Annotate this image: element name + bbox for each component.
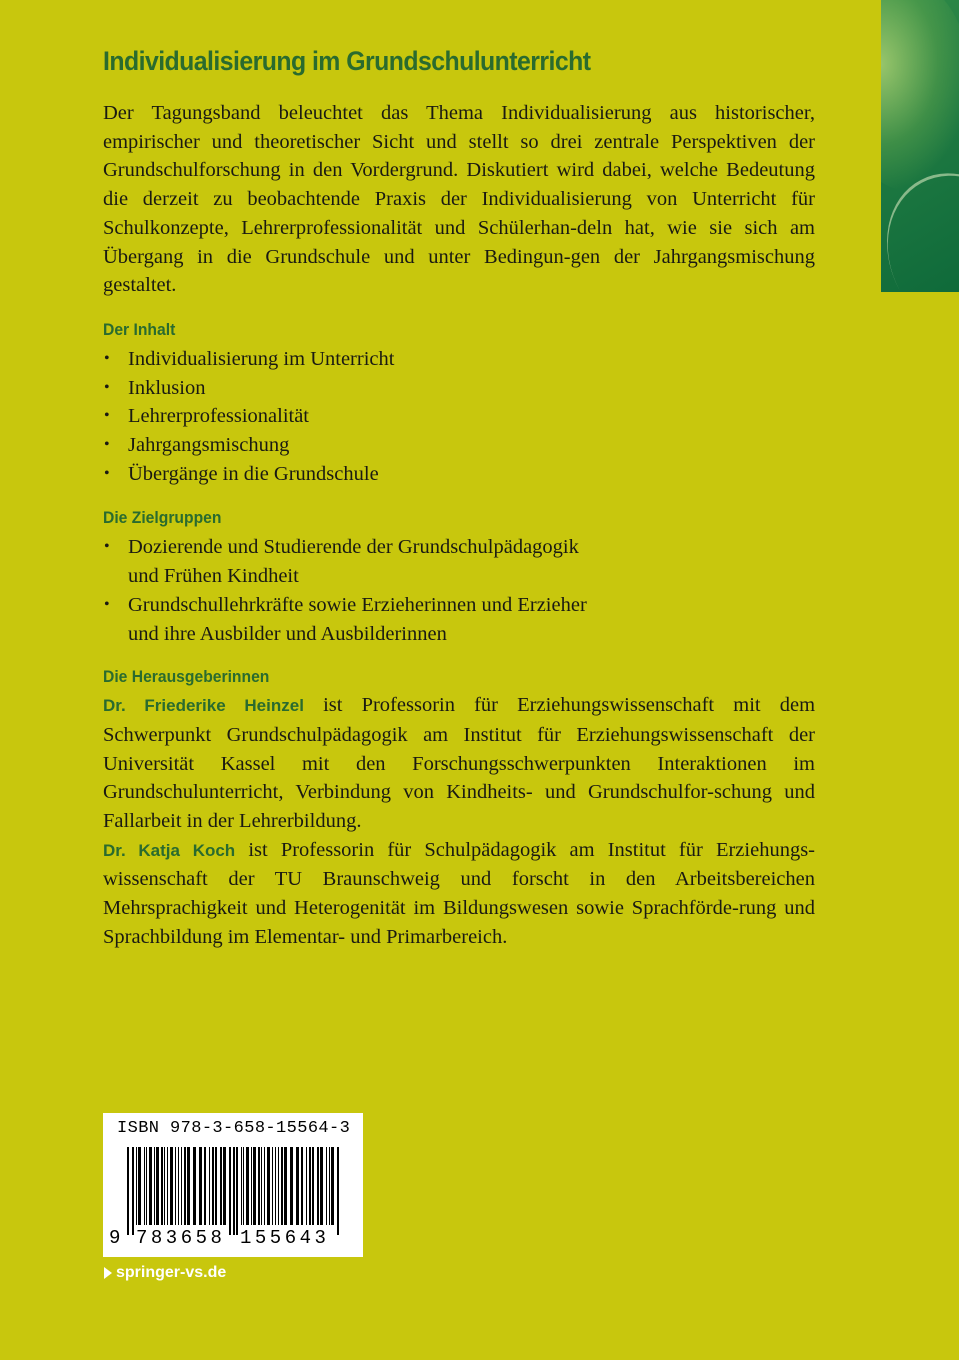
intro-line: von Unterricht für Schulkonzepte, Lehrerprofessionalität und Schülerhan- (103, 188, 815, 239)
bullet-dot: • (104, 538, 110, 556)
list-item: • Jahrgangsmischung (103, 431, 815, 460)
barcode-bar (215, 1147, 217, 1225)
bullet-dot: • (104, 464, 110, 482)
isbn-label: ISBN 978-3-658-15564-3 (117, 1119, 351, 1138)
barcode-bar (264, 1147, 265, 1225)
list-item: • Lehrerprofessionalität (103, 402, 815, 431)
barcode-bar (154, 1147, 155, 1225)
inhalt-heading: Der Inhalt (103, 320, 176, 339)
book-title: Individualisierung im Grundschulunterricht (103, 46, 591, 76)
barcode-bar (164, 1147, 165, 1225)
barcode-bar (236, 1147, 238, 1235)
intro-line: Der Tagungsband beleuchtet das Thema Individualisierung aus historischer, (103, 102, 815, 124)
barcode-bar (156, 1147, 159, 1225)
barcode-bar (204, 1147, 206, 1225)
inhalt-list (103, 345, 815, 489)
barcode-bar (278, 1147, 279, 1225)
zielgruppen-list (103, 533, 815, 648)
bullet-dot: • (104, 349, 110, 367)
barcode-bar (175, 1147, 176, 1225)
website-text: springer-vs.de (116, 1264, 227, 1281)
barcode-bar (233, 1147, 235, 1235)
website-link[interactable] (104, 1264, 226, 1282)
barcode-bar (149, 1147, 152, 1225)
barcode-bar (267, 1147, 270, 1225)
barcode-bar (331, 1147, 334, 1225)
barcode-bar (317, 1147, 319, 1225)
barcode-digits-left: 783658 (136, 1227, 226, 1249)
bullet-dot: • (104, 407, 110, 425)
list-item: • Individualisierung im Unterricht (103, 345, 815, 374)
barcode-bar (253, 1147, 256, 1225)
intro-line: der Grundschulforschung in den Vordergrund. Diskutiert wird dabei, (103, 130, 816, 182)
barcode-bar (246, 1147, 249, 1225)
barcode-bar (251, 1147, 252, 1225)
barcode-digits-right: 155643 (240, 1227, 330, 1249)
barcode-bar (187, 1147, 190, 1225)
intro-paragraph (103, 99, 815, 300)
decorative-corner-strip (881, 0, 959, 292)
barcode-bar (136, 1147, 137, 1225)
barcode-bar (309, 1147, 311, 1225)
barcode-bar (329, 1147, 330, 1225)
barcode-bar (184, 1147, 186, 1225)
author-bio: Dr. Katja Koch ist Professorin für Schulpädagogik am Institut für Erziehungs-wissenschaft der TU Braunschweig und forscht in den Arbeitsbereichen Mehrsprachigkeit und Heterogenität im Bildungswesen sowie Sprachförde-rung und Sprachbildung im Elementar- und Primarbereich. (103, 838, 816, 948)
barcode-bar (212, 1147, 214, 1225)
barcode-bar (258, 1147, 260, 1225)
barcode-digit-first: 9 (109, 1227, 121, 1249)
barcode-bar (296, 1147, 299, 1225)
barcode-bar (284, 1147, 287, 1225)
author-bio: Dr. Friederike Heinzel ist Professorin für Erziehungswissenschaft mit dem Schwerpunkt Grundschulpädagogik am Institut für Erziehungswissenschaft der Universität Kassel mit den Forschungsschwerpunkten Interaktionen im Grundschulunterricht, Verbindung von Kindheits- und Grundschulfor-schung und Fallarbeit in der Lehrerbildung. (103, 694, 816, 833)
author-name: Dr. Katja Koch (103, 840, 236, 860)
isbn-barcode (103, 1113, 363, 1257)
barcode-bars (127, 1147, 339, 1235)
barcode-bar (290, 1147, 293, 1225)
barcode-bar (138, 1147, 141, 1225)
corner-sheen (881, 0, 959, 190)
barcode-bar (275, 1147, 276, 1225)
zielgruppen-heading: Die Zielgruppen (103, 509, 222, 528)
barcode-bar (144, 1147, 145, 1225)
barcode-bar (301, 1147, 303, 1225)
barcode-bar (209, 1147, 210, 1225)
list-item: • Dozierende und Studierende der Grundschulpädagogik und Frühen Kindheit (103, 533, 815, 590)
barcode-bar (223, 1147, 226, 1225)
barcode-bar (178, 1147, 179, 1225)
barcode-bar (181, 1147, 182, 1225)
barcode-bar (337, 1147, 339, 1235)
list-item: • Übergänge in die Grundschule (103, 460, 815, 489)
barcode-bar (161, 1147, 163, 1225)
play-arrow-icon (104, 1267, 112, 1279)
list-item: • Inklusion (103, 374, 815, 403)
intro-line: deln hat, wie sie sich am Übergang in die Grundschule und unter Bedingun- (103, 216, 815, 268)
barcode-bar (312, 1147, 314, 1225)
barcode-bar (272, 1147, 273, 1225)
barcode-bar (220, 1147, 222, 1225)
back-cover-content (103, 46, 815, 952)
barcode-bar (320, 1147, 323, 1225)
barcode-bar (199, 1147, 202, 1225)
intro-line: empirischer und theoretischer Sicht und stellt so drei zentrale Perspektiven (103, 130, 777, 153)
barcode-bar (170, 1147, 173, 1225)
barcode-bar (146, 1147, 147, 1225)
author-name: Dr. Friederike Heinzel (103, 696, 304, 716)
barcode-bar (281, 1147, 283, 1225)
barcode-bar (306, 1147, 307, 1225)
intro-line: gen der Jahrgangsmischung gestaltet. (103, 245, 815, 297)
barcode-bar (127, 1147, 129, 1235)
herausgeberinnen-heading: Die Herausgeberinnen (103, 668, 270, 687)
barcode-bar (229, 1147, 231, 1235)
bullet-dot: • (104, 595, 110, 613)
barcode-bar (243, 1147, 244, 1225)
barcode-bar (132, 1147, 134, 1235)
bullet-dot: • (104, 378, 110, 396)
barcode-bar (241, 1147, 242, 1225)
barcode-bar (261, 1147, 262, 1225)
barcode-bar (326, 1147, 327, 1225)
intro-line: welche Bedeutung die derzeit zu beobachtende Praxis der Individualisierung (103, 159, 816, 211)
bullet-dot: • (104, 436, 110, 454)
barcode-bar (193, 1147, 196, 1225)
barcode-bar (167, 1147, 168, 1225)
list-item: • Grundschullehrkräfte sowie Erzieherinnen und Erzieher und ihre Ausbilder und Ausbilderinnen (103, 591, 815, 648)
